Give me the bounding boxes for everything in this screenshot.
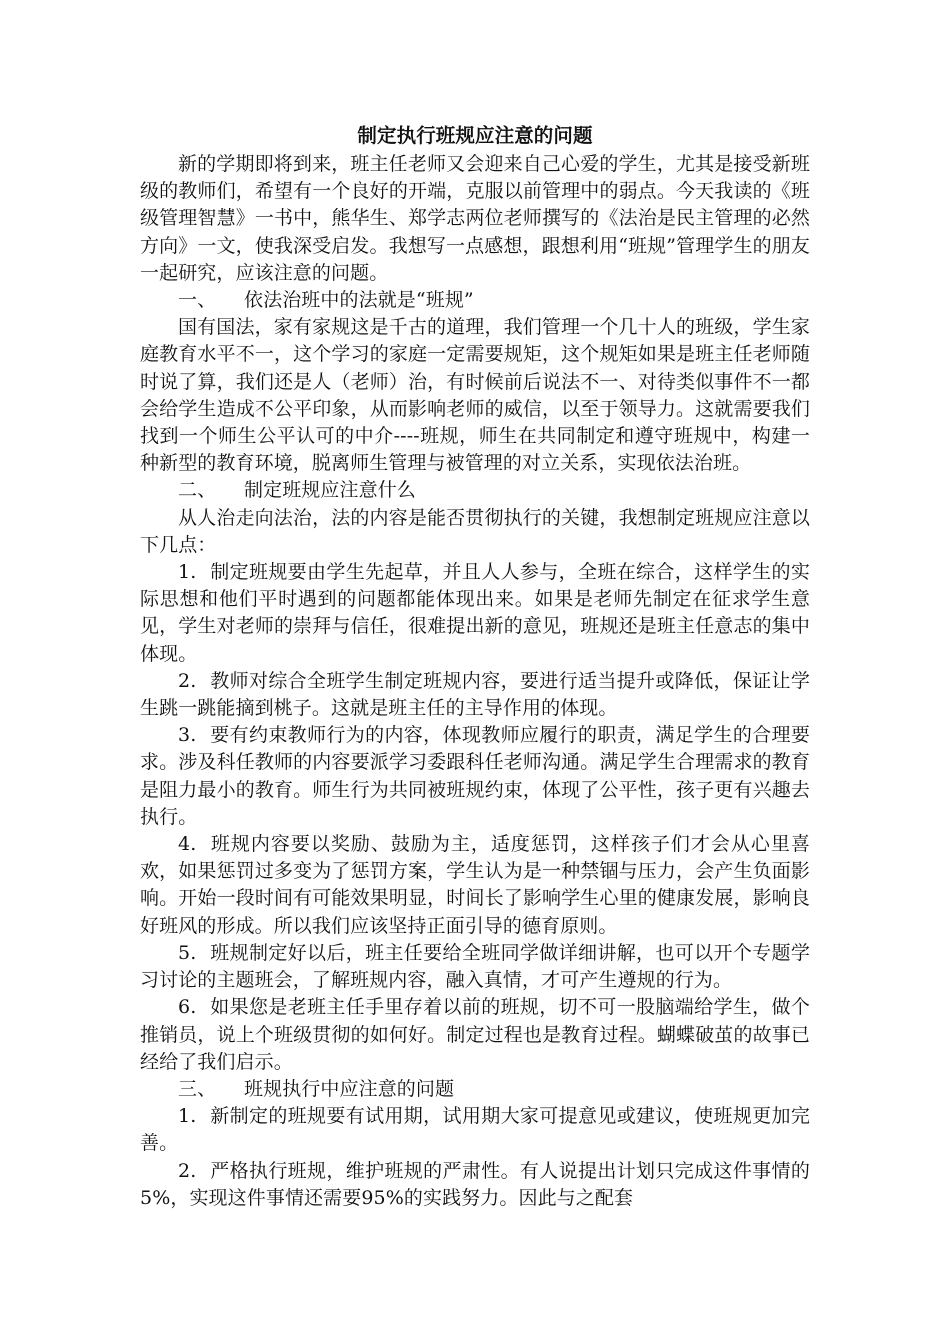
- list-item-number: 3.: [178, 724, 197, 747]
- section-heading-text: 制定班规应注意什么: [244, 479, 416, 502]
- list-item: [140, 668, 810, 722]
- list-item: [140, 994, 810, 1076]
- list-item-text: 要有约束教师行为的内容，体现教师应履行的职责，满足学生的合理要求。涉及科任教师的内容要派学习委跟科任老师沟通。满足学生合理需求的教育是阻力最小的教育。师生行为共同被班规约束，体现了公平性，孩子更有兴趣去执行。: [140, 724, 810, 828]
- intro-paragraph: 新的学期即将到来，班主任老师又会迎来自己心爱的学生，尤其是接受新班级的教师们，希望有一个良好的开端，克服以前管理中的弱点。今天我读的《班级管理智慧》一书中，熊华生、郑学志两位老师撰写的《法治是民主管理的必然方向》一文，使我深受启发。我想写一点感想，跟想利用“班规”管理学生的朋友一起研究，应该注意的问题。: [140, 153, 810, 284]
- list-item-text: 班规内容要以奖励、鼓励为主，适度惩罚，这样孩子们才会从心里喜欢，如果惩罚过多变为了惩罚方案，学生认为是一种禁锢与压力，会产生负面影响。开始一段时间有可能效果明显，时间长了影响学生心里的健康发展，影响良好班风的形成。所以我们应该坚持正面引导的德育原则。: [140, 833, 810, 937]
- page-title: 制定执行班规应注意的问题: [357, 124, 593, 147]
- list-item-number: 4.: [178, 833, 197, 856]
- list-item-number: 1.: [178, 1105, 197, 1128]
- list-item: [140, 940, 810, 994]
- list-item: [140, 1158, 810, 1212]
- list-item: [140, 559, 810, 668]
- section-number: 三、: [178, 1077, 217, 1100]
- list-item: [140, 831, 810, 940]
- section-heading-text: 依法治班中的法就是“班规”: [244, 289, 474, 312]
- list-item-text: 教师对综合全班学生制定班规内容，要进行适当提升或降低，保证让学生跳一跳能摘到桃子。这就是班主任的主导作用的体现。: [140, 669, 810, 720]
- list-item-text: 制定班规要由学生先起草，并且人人参与，全班在综合，这样学生的实际思想和他们平时遇到的问题都能体现出来。如果是老师先制定在征求学生意见，学生对老师的崇拜与信任，很难提出新的意见，班规还是班主任意志的集中体现。: [140, 561, 810, 665]
- section-number: 二、: [178, 479, 217, 502]
- section-1-paragraph: 国有国法，家有家规这是千古的道理，我们管理一个几十人的班级，学生家庭教育水平不一，这个学习的家庭一定需要规矩，这个规矩如果是班主任老师随时说了算，我们还是人（老师）治，有时候前后说法不一、对待类似事件不一都会给学生造成不公平印象，从而影响老师的威信，以至于领导力。这就需要我们找到一个师生公平认可的中介----班规，师生在共同制定和遵守班规中，构建一种新型的教育环境，脱离师生管理与被管理的对立关系，实现依法治班。: [140, 316, 810, 475]
- list-item-number: 6.: [178, 996, 197, 1019]
- list-item: [140, 1103, 810, 1157]
- list-item-number: 2.: [178, 1159, 197, 1182]
- list-item-text: 严格执行班规，维护班规的严肃性。有人说提出计划只完成这件事情的5%，实现这件事情还需要95%的实践努力。因此与之配套: [140, 1159, 810, 1209]
- list-item-number: 5.: [178, 941, 197, 964]
- section-heading-text: 班规执行中应注意的问题: [244, 1077, 455, 1100]
- list-item: [140, 722, 810, 831]
- section-heading-2: [140, 477, 810, 504]
- section-heading-1: [140, 287, 810, 314]
- list-item-number: 2.: [178, 669, 197, 692]
- list-item-text: 班规制定好以后，班主任要给全班同学做详细讲解，也可以开个专题学习讨论的主题班会，了解班规内容，融入真情，才可产生遵规的行为。: [140, 941, 810, 992]
- list-item-number: 1.: [178, 561, 197, 584]
- section-number: 一、: [178, 289, 217, 312]
- list-item-text: 新制定的班规要有试用期，试用期大家可提意见或建议，使班规更加完善。: [140, 1105, 810, 1155]
- section-heading-3: [140, 1076, 810, 1103]
- document-body: [140, 120, 810, 1212]
- list-item-text: 如果您是老班主任手里存着以前的班规，切不可一股脑端给学生，做个推销员，说上个班级贯彻的如何好。制定过程也是教育过程。蝴蝶破茧的故事已经给了我们启示。: [140, 996, 810, 1073]
- section-2-paragraph: 从人治走向法治，法的内容是能否贯彻执行的关键，我想制定班规应注意以下几点：: [140, 506, 810, 556]
